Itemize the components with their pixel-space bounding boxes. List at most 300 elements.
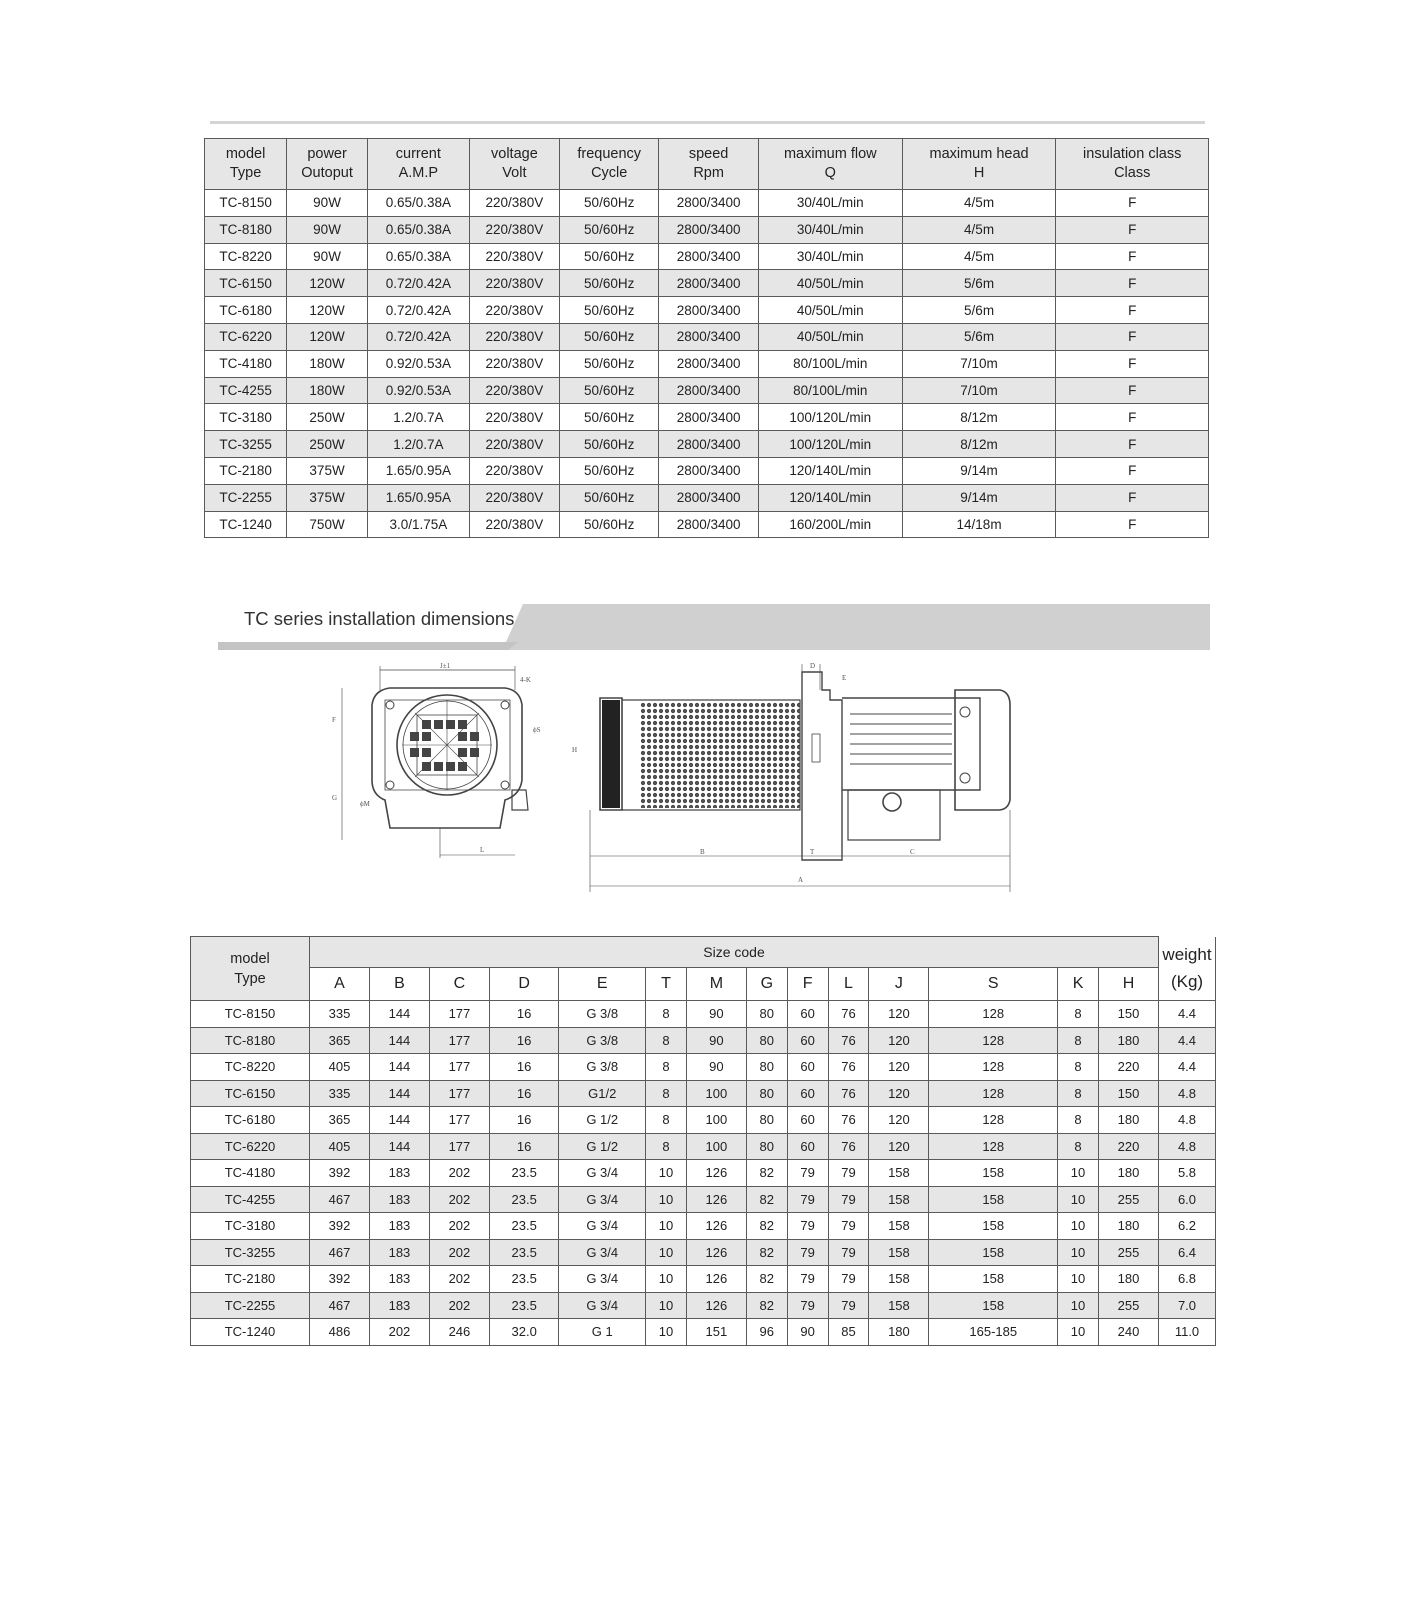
- spec-cell: 80/100L/min: [758, 377, 902, 404]
- dim-cell: 10: [1058, 1186, 1099, 1213]
- dim-cell: 76: [828, 1054, 869, 1081]
- spec-cell: 0.72/0.42A: [367, 297, 469, 324]
- spec-table-row: [205, 323, 1209, 350]
- dim-cell: 120: [869, 1027, 929, 1054]
- dim-cell: 8: [1058, 1107, 1099, 1134]
- dim-cell: 6.8: [1159, 1266, 1216, 1293]
- spec-cell: 2800/3400: [659, 377, 759, 404]
- dim-cell: 79: [787, 1186, 828, 1213]
- spec-cell: 40/50L/min: [758, 323, 902, 350]
- dim-cell: 150: [1098, 1001, 1158, 1028]
- dim-cell: 6.2: [1159, 1213, 1216, 1240]
- dim-cell: 5.8: [1159, 1160, 1216, 1187]
- dim-table-row: [191, 1107, 1216, 1134]
- dim-cell: 467: [310, 1186, 370, 1213]
- dim-cell: 255: [1098, 1186, 1158, 1213]
- dim-table-row: [191, 1266, 1216, 1293]
- dim-cell: 158: [869, 1186, 929, 1213]
- dim-cell: 202: [429, 1292, 489, 1319]
- dim-label-f: F: [332, 716, 336, 724]
- dim-cell: 392: [310, 1213, 370, 1240]
- dim-cell: 8: [1058, 1054, 1099, 1081]
- dim-cell: 79: [787, 1213, 828, 1240]
- spec-header-cell: current A.M.P: [367, 139, 469, 190]
- spec-cell: 14/18m: [902, 511, 1056, 538]
- spec-cell: 50/60Hz: [560, 216, 659, 243]
- spec-cell: 100/120L/min: [758, 404, 902, 431]
- dim-cell: 486: [310, 1319, 370, 1346]
- spec-cell: 220/380V: [469, 297, 559, 324]
- spec-cell: 30/40L/min: [758, 216, 902, 243]
- dim-cell: 183: [369, 1213, 429, 1240]
- spec-cell: 2800/3400: [659, 297, 759, 324]
- dim-cell: 10: [646, 1239, 687, 1266]
- spec-cell: TC-2255: [205, 484, 287, 511]
- dim-cell: 158: [929, 1213, 1058, 1240]
- dim-cell: 158: [869, 1160, 929, 1187]
- dim-cell: 8: [646, 1107, 687, 1134]
- dim-cell: 202: [429, 1160, 489, 1187]
- spec-cell: 0.65/0.38A: [367, 190, 469, 217]
- spec-cell: 1.2/0.7A: [367, 431, 469, 458]
- dim-cell: G 1/2: [559, 1133, 646, 1160]
- spec-cell: 50/60Hz: [560, 323, 659, 350]
- dim-cell: 23.5: [489, 1213, 559, 1240]
- spec-cell: F: [1056, 404, 1209, 431]
- dim-cell: 4.4: [1159, 1001, 1216, 1028]
- spec-cell: 220/380V: [469, 377, 559, 404]
- spec-cell: 1.65/0.95A: [367, 484, 469, 511]
- dim-cell: 23.5: [489, 1266, 559, 1293]
- spec-cell: 90W: [287, 190, 368, 217]
- dim-cell: 82: [746, 1186, 787, 1213]
- spec-table-row: [205, 511, 1209, 538]
- dim-header-code: L: [828, 968, 869, 1001]
- dim-cell: 120: [869, 1107, 929, 1134]
- spec-cell: TC-6220: [205, 323, 287, 350]
- dim-cell: 4.8: [1159, 1107, 1216, 1134]
- dim-cell: 23.5: [489, 1160, 559, 1187]
- spec-table-row: [205, 377, 1209, 404]
- spec-table-row: [205, 270, 1209, 297]
- spec-cell: 4/5m: [902, 243, 1056, 270]
- dim-cell: 6.0: [1159, 1186, 1216, 1213]
- spec-cell: 220/380V: [469, 431, 559, 458]
- spec-header-row: [205, 139, 1209, 190]
- spec-table-row: [205, 216, 1209, 243]
- dim-cell: 16: [489, 1107, 559, 1134]
- dim-cell: TC-8180: [191, 1027, 310, 1054]
- dim-label-e: E: [842, 674, 847, 682]
- dim-cell: 96: [746, 1319, 787, 1346]
- dim-cell: TC-3255: [191, 1239, 310, 1266]
- dim-cell: G 1/2: [559, 1107, 646, 1134]
- dim-cell: 10: [646, 1266, 687, 1293]
- spec-cell: TC-8180: [205, 216, 287, 243]
- dim-cell: 183: [369, 1239, 429, 1266]
- dim-cell: 76: [828, 1107, 869, 1134]
- dim-label-m: ϕM: [360, 800, 370, 808]
- dim-cell: 16: [489, 1133, 559, 1160]
- spec-cell: TC-6180: [205, 297, 287, 324]
- dim-table-row: [191, 1239, 1216, 1266]
- dim-header-row-2: [191, 968, 1216, 1001]
- spec-cell: 375W: [287, 457, 368, 484]
- dim-cell: 90: [686, 1054, 746, 1081]
- spec-cell: 2800/3400: [659, 484, 759, 511]
- spec-cell: 80/100L/min: [758, 350, 902, 377]
- dim-cell: TC-6220: [191, 1133, 310, 1160]
- spec-cell: 120/140L/min: [758, 484, 902, 511]
- dimension-table-body: [191, 1001, 1216, 1346]
- spec-cell: 0.92/0.53A: [367, 377, 469, 404]
- dim-label-a: A: [798, 876, 804, 884]
- spec-cell: F: [1056, 190, 1209, 217]
- spec-cell: 30/40L/min: [758, 243, 902, 270]
- spec-cell: 220/380V: [469, 511, 559, 538]
- dim-cell: TC-8150: [191, 1001, 310, 1028]
- dim-cell: 10: [1058, 1239, 1099, 1266]
- dim-cell: 246: [429, 1319, 489, 1346]
- spec-cell: 8/12m: [902, 404, 1056, 431]
- dim-cell: 255: [1098, 1239, 1158, 1266]
- dim-cell: 144: [369, 1080, 429, 1107]
- dim-label-j: J±1: [440, 662, 451, 670]
- spec-cell: F: [1056, 511, 1209, 538]
- dim-cell: G 3/4: [559, 1160, 646, 1187]
- dim-cell: 79: [828, 1292, 869, 1319]
- spec-cell: 750W: [287, 511, 368, 538]
- spec-cell: 2800/3400: [659, 190, 759, 217]
- spec-header-cell: maximum head H: [902, 139, 1056, 190]
- dim-cell: 32.0: [489, 1319, 559, 1346]
- dim-cell: G 3/4: [559, 1266, 646, 1293]
- dim-header-code: B: [369, 968, 429, 1001]
- dim-cell: TC-4255: [191, 1186, 310, 1213]
- spec-cell: 250W: [287, 431, 368, 458]
- dim-table-row: [191, 1001, 1216, 1028]
- dim-cell: 4.4: [1159, 1054, 1216, 1081]
- dim-cell: 180: [1098, 1160, 1158, 1187]
- spec-header-cell: maximum flow Q: [758, 139, 902, 190]
- dim-cell: 7.0: [1159, 1292, 1216, 1319]
- dim-cell: 128: [929, 1080, 1058, 1107]
- dim-table-row: [191, 1160, 1216, 1187]
- dim-cell: 183: [369, 1160, 429, 1187]
- dim-cell: 158: [929, 1160, 1058, 1187]
- dim-cell: 128: [929, 1133, 1058, 1160]
- dim-cell: 335: [310, 1080, 370, 1107]
- dim-header-code: F: [787, 968, 828, 1001]
- dim-cell: 8: [646, 1133, 687, 1160]
- dim-cell: 177: [429, 1001, 489, 1028]
- spec-cell: F: [1056, 484, 1209, 511]
- dim-cell: 79: [787, 1160, 828, 1187]
- dim-cell: 10: [1058, 1319, 1099, 1346]
- spec-cell: 1.2/0.7A: [367, 404, 469, 431]
- top-divider: [210, 121, 1205, 124]
- spec-cell: 40/50L/min: [758, 270, 902, 297]
- dim-cell: 255: [1098, 1292, 1158, 1319]
- dim-cell: 158: [869, 1213, 929, 1240]
- spec-cell: 100/120L/min: [758, 431, 902, 458]
- dim-cell: 90: [686, 1001, 746, 1028]
- dim-cell: 10: [646, 1319, 687, 1346]
- dim-cell: 405: [310, 1054, 370, 1081]
- spec-cell: F: [1056, 377, 1209, 404]
- spec-cell: 2800/3400: [659, 511, 759, 538]
- dim-table-row: [191, 1027, 1216, 1054]
- dim-cell: 90: [787, 1319, 828, 1346]
- dim-cell: 10: [646, 1292, 687, 1319]
- dim-cell: 120: [869, 1080, 929, 1107]
- dim-cell: 8: [646, 1054, 687, 1081]
- dim-cell: 365: [310, 1027, 370, 1054]
- dim-cell: 177: [429, 1107, 489, 1134]
- dim-cell: 79: [828, 1266, 869, 1293]
- spec-cell: 50/60Hz: [560, 404, 659, 431]
- dim-cell: 10: [646, 1213, 687, 1240]
- spec-cell: 120W: [287, 297, 368, 324]
- dim-header-code: H: [1098, 968, 1158, 1001]
- dim-cell: TC-6150: [191, 1080, 310, 1107]
- dim-cell: 76: [828, 1027, 869, 1054]
- spec-header-cell: insulation class Class: [1056, 139, 1209, 190]
- dim-cell: 8: [646, 1001, 687, 1028]
- dim-cell: 120: [869, 1133, 929, 1160]
- dim-cell: G 3/8: [559, 1027, 646, 1054]
- dim-cell: G 3/8: [559, 1054, 646, 1081]
- spec-cell: 0.92/0.53A: [367, 350, 469, 377]
- spec-cell: 180W: [287, 377, 368, 404]
- spec-table-row: [205, 484, 1209, 511]
- dim-cell: 100: [686, 1133, 746, 1160]
- spec-header-cell: voltage Volt: [469, 139, 559, 190]
- dim-cell: 180: [1098, 1213, 1158, 1240]
- dim-cell: 79: [787, 1266, 828, 1293]
- dim-cell: 82: [746, 1239, 787, 1266]
- spec-cell: F: [1056, 431, 1209, 458]
- dim-cell: 80: [746, 1027, 787, 1054]
- dim-cell: 126: [686, 1292, 746, 1319]
- dim-cell: TC-8220: [191, 1054, 310, 1081]
- dim-header-code: J: [869, 968, 929, 1001]
- dim-cell: 144: [369, 1133, 429, 1160]
- dim-cell: 392: [310, 1160, 370, 1187]
- dim-cell: 79: [828, 1186, 869, 1213]
- spec-cell: 375W: [287, 484, 368, 511]
- dim-cell: 183: [369, 1186, 429, 1213]
- dim-cell: 82: [746, 1266, 787, 1293]
- dim-label-t: T: [810, 848, 815, 856]
- dim-cell: 150: [1098, 1080, 1158, 1107]
- dim-cell: 4.8: [1159, 1133, 1216, 1160]
- spec-cell: TC-6150: [205, 270, 287, 297]
- spec-cell: 50/60Hz: [560, 457, 659, 484]
- dim-cell: 10: [1058, 1292, 1099, 1319]
- dim-cell: 60: [787, 1001, 828, 1028]
- dim-cell: 8: [1058, 1080, 1099, 1107]
- dim-cell: TC-2180: [191, 1266, 310, 1293]
- dim-cell: 158: [869, 1292, 929, 1319]
- spec-cell: 120W: [287, 270, 368, 297]
- dim-cell: 23.5: [489, 1292, 559, 1319]
- dim-header-row-1: [191, 937, 1216, 968]
- spec-cell: 5/6m: [902, 323, 1056, 350]
- dim-table-row: [191, 1054, 1216, 1081]
- spec-cell: 2800/3400: [659, 404, 759, 431]
- dim-cell: 151: [686, 1319, 746, 1346]
- spec-cell: 5/6m: [902, 297, 1056, 324]
- spec-cell: 120W: [287, 323, 368, 350]
- dim-cell: 79: [828, 1213, 869, 1240]
- dim-cell: 60: [787, 1107, 828, 1134]
- dim-header-weight: weight (Kg): [1159, 937, 1216, 1001]
- spec-cell: 3.0/1.75A: [367, 511, 469, 538]
- spec-header-cell: model Type: [205, 139, 287, 190]
- dim-header-code: E: [559, 968, 646, 1001]
- dim-table-row: [191, 1292, 1216, 1319]
- spec-cell: F: [1056, 457, 1209, 484]
- dim-cell: TC-6180: [191, 1107, 310, 1134]
- dim-cell: 202: [429, 1213, 489, 1240]
- dim-label-4k: 4-K: [520, 676, 531, 684]
- dim-cell: 4.8: [1159, 1080, 1216, 1107]
- spec-cell: 220/380V: [469, 323, 559, 350]
- spec-cell: 220/380V: [469, 404, 559, 431]
- dim-cell: 16: [489, 1080, 559, 1107]
- dim-cell: 180: [1098, 1107, 1158, 1134]
- spec-cell: F: [1056, 216, 1209, 243]
- dim-cell: 10: [1058, 1266, 1099, 1293]
- dim-cell: 85: [828, 1319, 869, 1346]
- dim-cell: 80: [746, 1107, 787, 1134]
- dim-header-code: K: [1058, 968, 1099, 1001]
- dim-cell: 220: [1098, 1133, 1158, 1160]
- spec-cell: F: [1056, 297, 1209, 324]
- dim-cell: 392: [310, 1266, 370, 1293]
- dim-cell: 60: [787, 1080, 828, 1107]
- spec-table-body: [205, 190, 1209, 538]
- dim-cell: 80: [746, 1054, 787, 1081]
- dim-cell: 16: [489, 1001, 559, 1028]
- dim-cell: 76: [828, 1001, 869, 1028]
- dim-cell: 76: [828, 1080, 869, 1107]
- dim-header-code: T: [646, 968, 687, 1001]
- dim-cell: 120: [869, 1001, 929, 1028]
- dim-cell: 82: [746, 1160, 787, 1187]
- dim-table-row: [191, 1213, 1216, 1240]
- dim-cell: 82: [746, 1213, 787, 1240]
- spec-cell: 2800/3400: [659, 350, 759, 377]
- dim-cell: 202: [369, 1319, 429, 1346]
- dim-header-code: A: [310, 968, 370, 1001]
- spec-cell: 50/60Hz: [560, 270, 659, 297]
- spec-cell: TC-3255: [205, 431, 287, 458]
- spec-header-cell: frequency Cycle: [560, 139, 659, 190]
- dim-cell: 158: [869, 1239, 929, 1266]
- dim-table-row: [191, 1186, 1216, 1213]
- dim-cell: 365: [310, 1107, 370, 1134]
- spec-cell: 9/14m: [902, 457, 1056, 484]
- dim-cell: 240: [1098, 1319, 1158, 1346]
- spec-cell: 1.65/0.95A: [367, 457, 469, 484]
- dim-header-size-code: Size code: [310, 937, 1159, 968]
- spec-cell: 2800/3400: [659, 431, 759, 458]
- dimension-table: [190, 936, 1216, 1346]
- spec-cell: 50/60Hz: [560, 350, 659, 377]
- spec-cell: 50/60Hz: [560, 297, 659, 324]
- dim-cell: 180: [869, 1319, 929, 1346]
- spec-cell: TC-4180: [205, 350, 287, 377]
- dim-cell: 144: [369, 1107, 429, 1134]
- spec-cell: 50/60Hz: [560, 511, 659, 538]
- dim-cell: 128: [929, 1001, 1058, 1028]
- dim-cell: TC-2255: [191, 1292, 310, 1319]
- dim-header-code: C: [429, 968, 489, 1001]
- spec-cell: TC-4255: [205, 377, 287, 404]
- dim-label-h: H: [572, 746, 578, 754]
- dim-cell: 79: [787, 1292, 828, 1319]
- spec-cell: 160/200L/min: [758, 511, 902, 538]
- dim-cell: 158: [929, 1239, 1058, 1266]
- pump-front-view-drawing: [330, 660, 560, 880]
- dim-cell: 220: [1098, 1054, 1158, 1081]
- spec-cell: F: [1056, 350, 1209, 377]
- dim-cell: 79: [787, 1239, 828, 1266]
- spec-cell: TC-8150: [205, 190, 287, 217]
- dim-cell: 467: [310, 1292, 370, 1319]
- dim-cell: 60: [787, 1027, 828, 1054]
- dim-cell: 202: [429, 1239, 489, 1266]
- spec-cell: TC-2180: [205, 457, 287, 484]
- dim-cell: 4.4: [1159, 1027, 1216, 1054]
- spec-cell: 0.72/0.42A: [367, 323, 469, 350]
- dim-cell: G 3/4: [559, 1186, 646, 1213]
- dim-cell: 158: [869, 1266, 929, 1293]
- dim-cell: 80: [746, 1133, 787, 1160]
- spec-cell: 2800/3400: [659, 270, 759, 297]
- dim-cell: TC-1240: [191, 1319, 310, 1346]
- spec-cell: 2800/3400: [659, 323, 759, 350]
- spec-cell: 220/380V: [469, 484, 559, 511]
- dim-cell: 177: [429, 1054, 489, 1081]
- spec-cell: 50/60Hz: [560, 190, 659, 217]
- dim-cell: 8: [1058, 1133, 1099, 1160]
- spec-cell: 0.72/0.42A: [367, 270, 469, 297]
- spec-cell: 8/12m: [902, 431, 1056, 458]
- spec-cell: 220/380V: [469, 350, 559, 377]
- dim-cell: 126: [686, 1213, 746, 1240]
- spec-table-row: [205, 350, 1209, 377]
- dim-cell: 180: [1098, 1266, 1158, 1293]
- dim-cell: 120: [869, 1054, 929, 1081]
- dim-label-s: ϕS: [533, 726, 541, 734]
- dim-cell: 6.4: [1159, 1239, 1216, 1266]
- dim-cell: G 3/4: [559, 1213, 646, 1240]
- dim-cell: 10: [646, 1160, 687, 1187]
- pump-side-view-drawing: [572, 660, 1040, 910]
- dim-cell: G 1: [559, 1319, 646, 1346]
- dim-cell: 23.5: [489, 1239, 559, 1266]
- spec-cell: 120/140L/min: [758, 457, 902, 484]
- dim-cell: 10: [1058, 1213, 1099, 1240]
- dim-cell: 8: [646, 1080, 687, 1107]
- spec-cell: 30/40L/min: [758, 190, 902, 217]
- spec-cell: 0.65/0.38A: [367, 216, 469, 243]
- dim-cell: 100: [686, 1080, 746, 1107]
- dim-cell: 16: [489, 1054, 559, 1081]
